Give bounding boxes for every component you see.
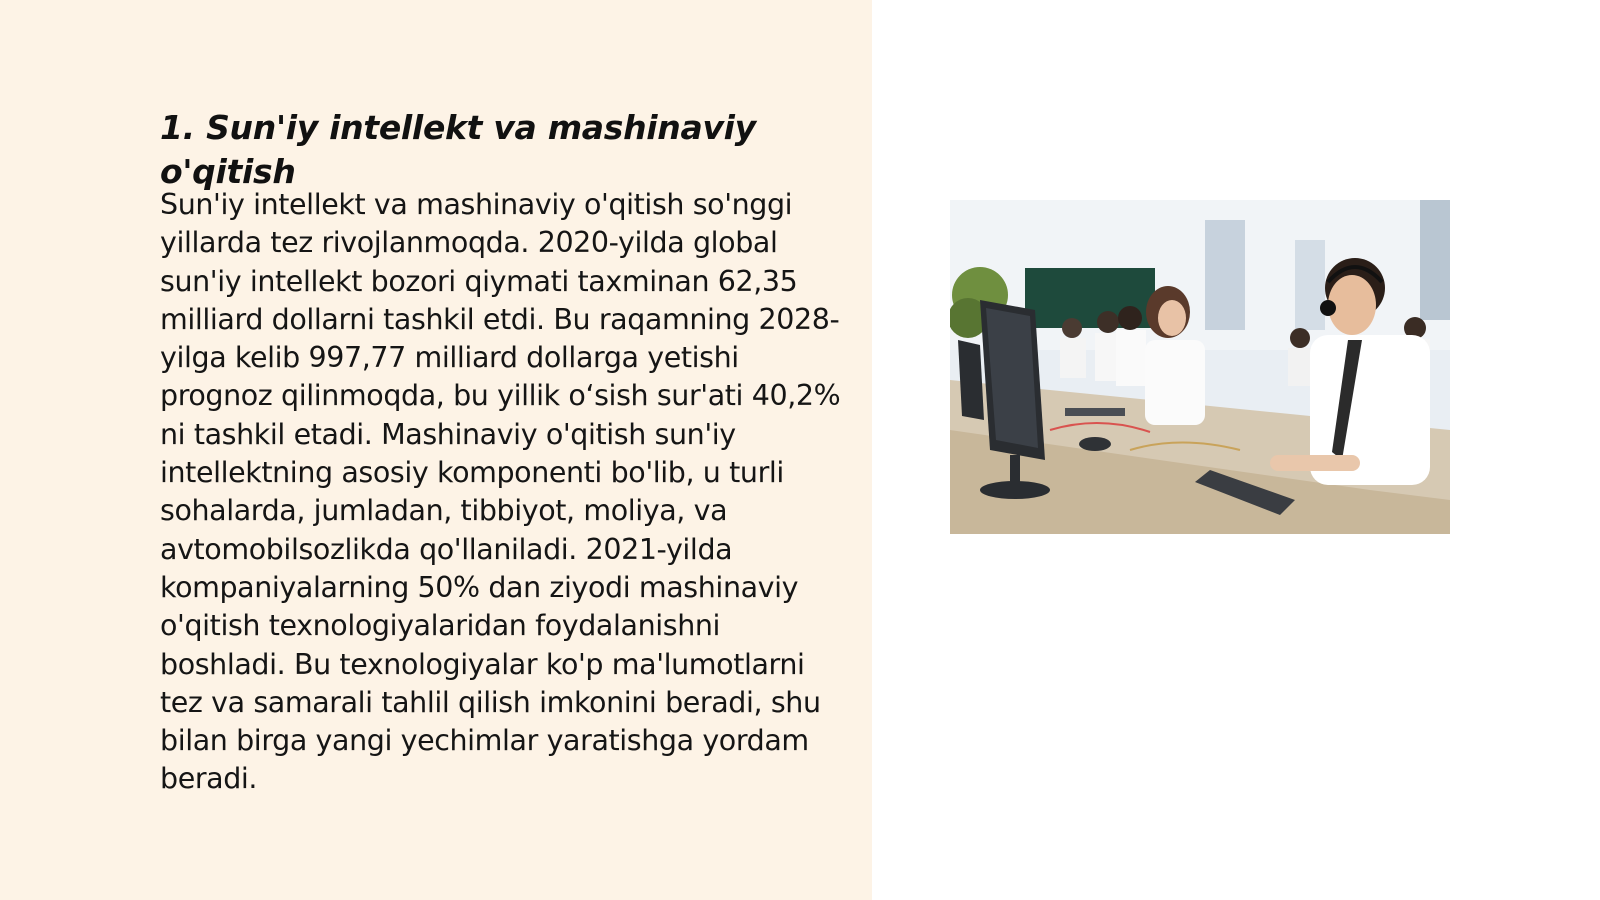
classroom-photo [950,200,1450,534]
slide-title: 1. Sun'iy intellekt va mashinaviy o'qitish [160,108,756,191]
slide-body-text: Sun'iy intellekt va mashinaviy o'qitish so'nggi yillarda tez rivojlanmoqda. 2020-yilda global sun'iy intellekt bozori qiymati taxminan 62,35 milliard dollarni tashkil etdi. Bu raqamning 2028-yilga kelib 997,77 milliard dollarga yetishi prognoz qilinmoqda, bu yillik o‘sish sur'ati 40,2% ni tashkil etadi. Mashinaviy o'qitish sun'iy intellektning asosiy komponenti bo'lib, u turli sohalarda, jumladan, tibbiyot, moliya, va avtomobilsozlikda qo'llaniladi. 2021-yilda kompaniyalarning 50% dan ziyodi mashinaviy o'qitish texnologiyalaridan foydalanishni boshladi. Bu texnologiyalar ko'p ma'lumotlarni tez va samarali tahlil qilish imkonini beradi, shu bilan birga yangi yechimlar yaratishga yordam beradi. [160,188,841,796]
